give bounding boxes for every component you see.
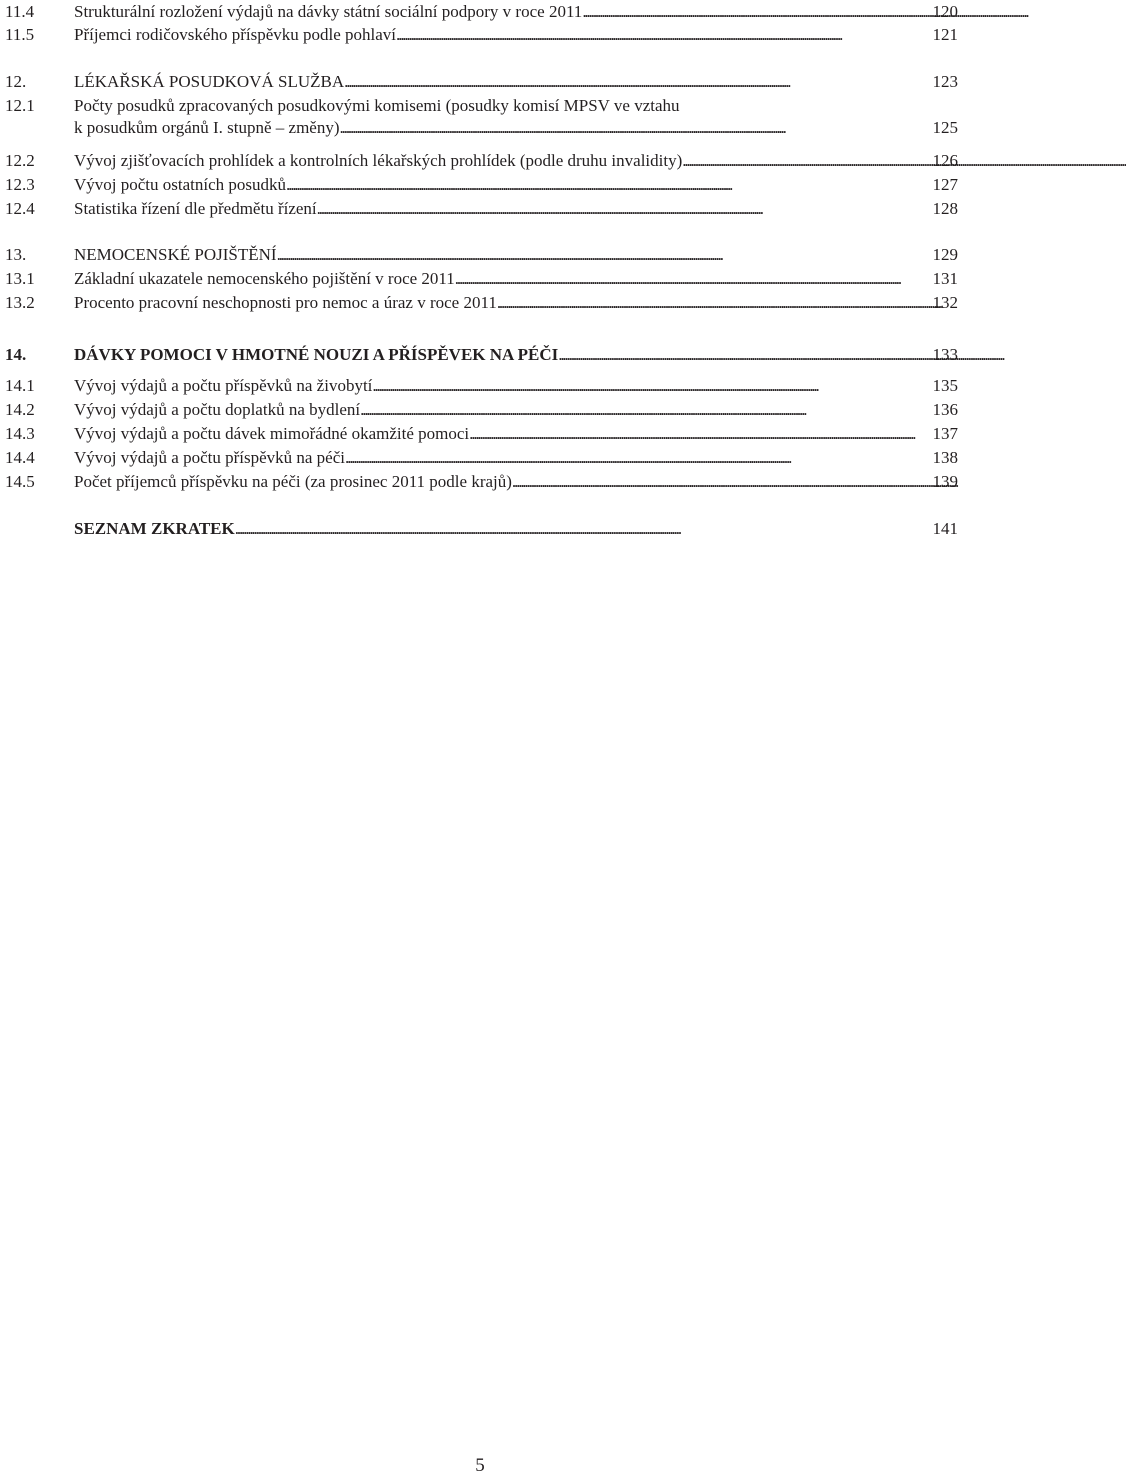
dot-leader xyxy=(582,1,930,23)
toc-entry-number: 12.4 xyxy=(5,199,35,218)
toc-entry-body xyxy=(74,95,960,139)
toc-entry-body xyxy=(74,244,960,266)
toc-entry-body xyxy=(74,423,960,445)
toc-entry-title: Vývoj zjišťovacích prohlídek a kontrolních lékařských prohlídek (podle druhu invalidity) xyxy=(74,151,683,170)
toc-entry-line xyxy=(74,117,960,139)
toc-entry-line xyxy=(74,471,960,493)
toc-entry-title: SEZNAM ZKRATEK xyxy=(74,519,235,538)
toc-entry-number: 12.3 xyxy=(5,175,35,194)
toc-entry-body xyxy=(74,292,960,314)
dot-leader xyxy=(558,344,930,366)
toc-entry-title: NEMOCENSKÉ POJIŠTĚNÍ xyxy=(74,245,277,264)
dot-leader xyxy=(317,198,931,220)
toc-entry-body xyxy=(74,375,960,397)
toc-entry-page: 141 xyxy=(932,519,958,538)
toc-entry-number: 14.1 xyxy=(5,376,35,395)
toc-entry-body xyxy=(74,518,960,540)
toc-entry-number: 14.4 xyxy=(5,448,35,467)
toc-entry-title: Vývoj výdajů a počtu doplatků na bydlení xyxy=(74,400,361,419)
toc-entry-line xyxy=(74,292,960,314)
toc-entry-title: Statistika řízení dle předmětu řízení xyxy=(74,199,317,218)
toc-entry-number: 13.1 xyxy=(5,269,35,288)
toc-entry-body xyxy=(74,447,960,469)
toc-entry-title: Základní ukazatele nemocenského pojištění v roce 2011 xyxy=(74,269,455,288)
toc-entry-page: 121 xyxy=(932,25,958,44)
toc-entry-page: 120 xyxy=(932,2,958,21)
toc-entry-number: 14.3 xyxy=(5,424,35,443)
toc-entry-title: Příjemci rodičovského příspěvku podle pohlaví xyxy=(74,25,396,44)
toc-entry-body xyxy=(74,1,960,23)
toc-entry-title: Vývoj výdajů a počtu příspěvků na péči xyxy=(74,448,345,467)
toc-entry-body xyxy=(74,399,960,421)
toc-entry-body xyxy=(74,198,960,220)
toc-entry-page: 131 xyxy=(932,269,958,288)
toc-entry-title-line: Počty posudků zpracovaných posudkovými komisemi (posudky komisí MPSV ve vztahu xyxy=(74,96,680,115)
toc-entry-number: 12.2 xyxy=(5,151,35,170)
toc-entry-page: 139 xyxy=(932,472,958,491)
dot-leader xyxy=(277,244,931,266)
dot-leader xyxy=(455,268,931,290)
dot-leader xyxy=(497,292,931,314)
dot-leader xyxy=(235,518,931,540)
toc-entry-title: Vývoj výdajů a počtu dávek mimořádné okamžité pomoci xyxy=(74,424,470,443)
toc-entry-line xyxy=(74,174,960,196)
toc-entry-page: 126 xyxy=(932,151,958,170)
dot-leader xyxy=(396,24,931,46)
toc-entry-line xyxy=(74,518,960,540)
toc-entry-page: 129 xyxy=(932,245,958,264)
toc-entry-line xyxy=(74,198,960,220)
toc-entry-body xyxy=(74,174,960,196)
toc-entry-body xyxy=(74,71,960,93)
dot-leader xyxy=(286,174,930,196)
toc-entry-line xyxy=(74,71,960,93)
toc-entry-body xyxy=(74,344,960,366)
toc-entry-number: 13.2 xyxy=(5,293,35,312)
toc-entry-title: Vývoj výdajů a počtu příspěvků na živobytí xyxy=(74,376,373,395)
dot-leader xyxy=(360,399,930,421)
toc-entry-line xyxy=(74,244,960,266)
toc-entry-number: 11.4 xyxy=(5,2,35,21)
toc-entry-title: LÉKAŘSKÁ POSUDKOVÁ SLUŽBA xyxy=(74,72,345,91)
toc-entry-title: Vývoj počtu ostatních posudků xyxy=(74,175,287,194)
toc-entry-page: 138 xyxy=(932,448,958,467)
toc-entry-number: 12.1 xyxy=(5,96,35,115)
toc-entry-page: 133 xyxy=(932,345,958,364)
dot-leader xyxy=(340,117,931,139)
dot-leader xyxy=(682,150,930,172)
toc-entry-page: 128 xyxy=(932,199,958,218)
toc-entry-line xyxy=(74,344,960,366)
dot-leader xyxy=(469,423,930,445)
toc-entry-number: 14. xyxy=(5,345,27,364)
toc-entry-page: 135 xyxy=(932,376,958,395)
dot-leader xyxy=(372,375,930,397)
toc-entry-line xyxy=(74,399,960,421)
toc-entry-page: 132 xyxy=(932,293,958,312)
toc-entry-body xyxy=(74,471,960,493)
toc-entry-line xyxy=(74,375,960,397)
toc-entry-number: 14.5 xyxy=(5,472,35,491)
dot-leader xyxy=(345,447,931,469)
toc-entry-page: 125 xyxy=(932,118,958,137)
toc-entry-line xyxy=(74,1,960,23)
page-number: 5 xyxy=(475,1455,485,1476)
dot-leader xyxy=(512,471,931,493)
toc-entry-title: Počet příjemců příspěvku na péči (za prosinec 2011 podle krajů) xyxy=(74,472,512,491)
toc-entry-line xyxy=(74,423,960,445)
dot-leader xyxy=(344,71,930,93)
toc-entry-title: Strukturální rozložení výdajů na dávky státní sociální podpory v roce 2011 xyxy=(74,2,583,21)
toc-entry-number: 12. xyxy=(5,72,27,91)
toc-entry-number: 11.5 xyxy=(5,25,35,44)
toc-entry-page: 137 xyxy=(932,424,958,443)
toc-entry-line xyxy=(74,150,960,172)
toc-entry-title: Procento pracovní neschopnosti pro nemoc a úraz v roce 2011 xyxy=(74,293,497,312)
toc-entry-page: 123 xyxy=(932,72,958,91)
toc-entry-page: 127 xyxy=(932,175,958,194)
toc-entry-line xyxy=(74,268,960,290)
toc-entry-number: 13. xyxy=(5,245,27,264)
toc-entry-body xyxy=(74,24,960,46)
toc-entry-body xyxy=(74,268,960,290)
toc-entry-title: k posudkům orgánů I. stupně – změny) xyxy=(74,118,340,137)
toc-entry-number: 14.2 xyxy=(5,400,35,419)
toc-entry-page: 136 xyxy=(932,400,958,419)
toc-entry-line xyxy=(74,24,960,46)
toc-entry-line xyxy=(74,447,960,469)
toc-entry-title: DÁVKY POMOCI V HMOTNÉ NOUZI A PŘÍSPĚVEK NA PÉČI xyxy=(74,345,559,364)
toc-entry-body xyxy=(74,150,960,172)
